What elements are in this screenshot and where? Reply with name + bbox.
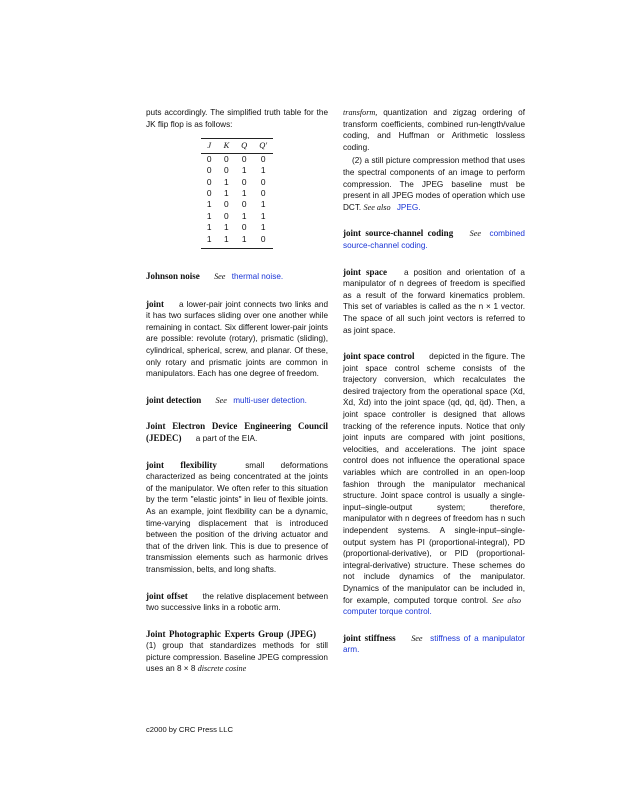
- entry-joint-flexibility: [146, 460, 328, 576]
- entry-definition: (1) group that standardizes methods for still picture compression. Baseline JPEG compression uses an 8 × 8: [146, 641, 328, 674]
- table-cell: 0: [206, 165, 212, 176]
- entry-joint-space-control: [343, 351, 525, 618]
- intro-paragraph: puts accordingly. The simplified truth table for the JK flip flop is as follows:: [146, 108, 328, 129]
- entry-definition: a lower-pair joint connects two links and it has two surfaces sliding over one another while remaining in contact. Six different lower-pair joints are possible: revolute (rotary), prismatic (sliding), cylindrical, spherical, screw, and planar. Of these, only rotary and prismatic joints are common in manipulators. Each has one degree of freedom.: [146, 299, 329, 379]
- link-jpeg[interactable]: JPEG.: [396, 202, 421, 212]
- link-combined-source-channel-coding[interactable]: combined source-channel coding.: [343, 229, 525, 250]
- entry-term: joint detection: [146, 394, 202, 405]
- see-label: See: [411, 633, 423, 643]
- table-cell: 0: [206, 153, 212, 164]
- link-multi-user-detection[interactable]: multi-user detection.: [233, 395, 307, 405]
- table-cell: 1: [260, 210, 266, 221]
- table-cell: 1: [241, 210, 247, 221]
- table-cell: 0: [224, 153, 229, 164]
- entry-joint: [146, 299, 328, 380]
- link-computer-torque-control[interactable]: computer torque control.: [343, 607, 432, 617]
- entry-term: Johnson noise: [146, 271, 200, 282]
- table-cell: 1: [206, 210, 212, 221]
- table-cell: 1: [241, 165, 247, 176]
- entry-jpeg-continued: [343, 107, 525, 153]
- table-cell: 0: [241, 222, 247, 233]
- header-k: K: [218, 139, 236, 154]
- table-cell: 0: [241, 199, 247, 210]
- table-cell: 0: [206, 188, 212, 198]
- copyright-footer: c2000 by CRC Press LLC: [146, 725, 233, 734]
- table-cell: 1: [260, 199, 266, 210]
- entry-term: joint space: [343, 266, 387, 277]
- entry-jpeg-part-2: [343, 155, 525, 213]
- link-stiffness-of-a-manipulator-arm[interactable]: stiffness of a manipulator arm.: [343, 633, 526, 655]
- entry-jpeg: [146, 629, 328, 675]
- entry-joint-offset: [146, 591, 328, 614]
- right-column: [343, 107, 525, 656]
- link-thermal-noise[interactable]: thermal noise.: [231, 272, 284, 282]
- entry-joint-stiffness: [343, 633, 525, 656]
- entry-joint-source-channel: [343, 228, 525, 251]
- table-row: [201, 222, 273, 233]
- table-cell: 1: [260, 222, 266, 233]
- table-cell: 0: [241, 176, 247, 187]
- truth-table-header: [201, 139, 273, 154]
- table-cell: 1: [235, 234, 253, 249]
- table-row: [201, 188, 273, 199]
- table-cell: 0: [224, 210, 229, 221]
- entry-definition: small deformations characterized as being concentrated at the joints of the manipulator. We often refer to this situation by the term "elastic joints" in lieu of flexible joints. As an example, joint flexibility can be a dynamic, time-varying displacement that is introduced between the position of the driving actuator and that of the driven link. This is due to presence of transmission elements such as harmonic drives transmission, belts, and long shafts.: [146, 460, 328, 574]
- table-cell: 0: [260, 188, 266, 198]
- entry-term: joint: [146, 298, 164, 309]
- table-cell: 1: [218, 234, 236, 249]
- entry-definition: a part of the EIA.: [195, 433, 258, 443]
- see-label: See: [215, 395, 227, 405]
- entry-joint-space: [343, 267, 525, 337]
- table-cell: 0: [206, 176, 212, 187]
- entry-definition: (2) a still picture compression method that uses the spectral components of an image to perform compression. The JPEG baseline must be present in all JPEG modes of operation which use DCT.: [343, 156, 525, 212]
- table-cell: 0: [260, 153, 266, 164]
- table-cell: 0: [241, 153, 247, 164]
- table-cell: 1: [224, 176, 229, 187]
- see-label: See: [469, 229, 482, 239]
- table-row: [201, 165, 273, 176]
- left-column: [146, 107, 328, 675]
- table-row: [201, 177, 273, 188]
- entry-definition: a position and orientation of a manipulator of n degrees of freedom is specified as a result of the forward kinematics problem. This set of variables is called as the n × 1 vector. The space of all such joint vectors is referred to as joint space.: [343, 267, 525, 335]
- italic-term: discrete cosine: [197, 664, 247, 674]
- header-q: Q: [235, 139, 253, 154]
- table-cell: 0: [260, 176, 266, 187]
- entry-definition: quantization and zigzag ordering of transform coefficients, combined run-length/value coding, and Huffman or Arithmetic lossless coding.: [343, 108, 525, 152]
- table-cell: 1: [224, 222, 229, 233]
- entry-term: joint offset: [146, 590, 188, 601]
- table-cell: 1: [206, 199, 212, 210]
- entry-definition: the relative displacement between two successive links in a robotic arm.: [146, 591, 328, 613]
- entry-definition: depicted in the figure. The joint space control scheme consists of the trajectory conversion, which recalculates the desired trajectory from the operational space (Xd, Ẋd, Ẍd) into the joint space (qd, q̇d, q̈d). Then, a joint space controller is designed that allows tracking of the reference inputs. Notice that only joint inputs are compared with joint positions, velocities, and accelerations. The joint space control does not influence the operational space variables which are controlled in an open-loop fashion through the manipulator mechanical structure. Joint space control is usually a single-input–single-output system; therefore, manipulator with n degrees of freedom has n such independent systems. A single-input–single-output system has PI (proportional-integral), PD (proportional-derivative), or PID (proportional-integral-derivative) structure. These schemes do not include dynamics of the manipulator. Dynamics of the manipulator can be included in, for example, computed torque control.: [343, 352, 526, 605]
- table-row: [201, 153, 273, 165]
- table-row: [201, 211, 273, 222]
- italic-term: transform,: [343, 108, 378, 117]
- table-cell: 1: [241, 188, 247, 198]
- table-cell: 0: [224, 165, 229, 176]
- see-label: See: [214, 272, 226, 282]
- table-cell: 1: [206, 222, 212, 233]
- table-cell: 1: [224, 188, 229, 198]
- entry-joint-detection: [146, 395, 328, 407]
- header-q-prime: Q′: [253, 139, 273, 154]
- entry-term: joint flexibility: [146, 459, 217, 470]
- see-also-label: See also: [363, 202, 391, 212]
- table-cell: 0: [253, 234, 273, 249]
- entry-johnson-noise: [146, 271, 328, 283]
- entry-term: joint stiffness: [343, 632, 396, 643]
- header-j: J: [201, 139, 218, 154]
- entry-jedec: [146, 421, 328, 444]
- truth-table: [201, 138, 273, 249]
- see-also-label: See also: [492, 595, 522, 605]
- entry-term: joint source-channel coding: [343, 228, 454, 239]
- table-row: [201, 234, 273, 249]
- entry-term: joint space control: [343, 351, 415, 362]
- entry-term: Joint Electron Device Engineering Council (JEDEC): [146, 421, 328, 443]
- table-row: [201, 199, 273, 210]
- table-cell: 1: [260, 165, 266, 176]
- table-cell: 0: [224, 199, 229, 210]
- entry-term: Joint Photographic Experts Group (JPEG): [146, 628, 316, 639]
- table-cell: 1: [201, 234, 218, 249]
